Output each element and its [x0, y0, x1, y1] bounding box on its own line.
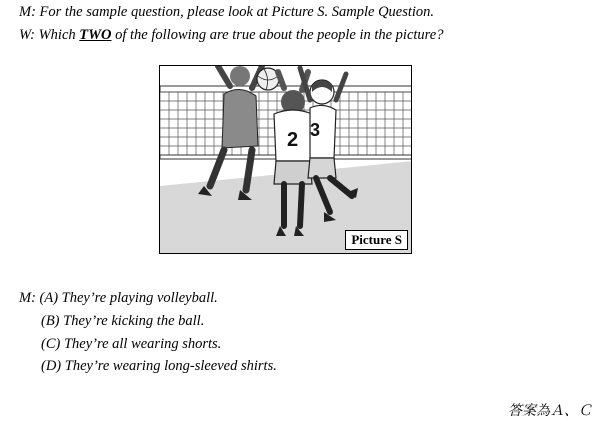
option-d: (D) They’re wearing long-sleeved shirts. [41, 358, 277, 374]
dialogue-line-man: M: For the sample question, please look at Picture S. Sample Question. [19, 4, 435, 20]
question-prefix: W: Which [19, 27, 80, 43]
answer-key: 答案為Ａ、Ｃ [508, 403, 592, 419]
question-suffix: of the following are true about the people in the picture? [111, 27, 444, 43]
option-b: (B) They’re kicking the ball. [41, 313, 205, 329]
emphasis-two: TWO [79, 27, 112, 43]
jersey-number-3: 3 [310, 120, 321, 140]
jersey-number-2: 2 [287, 129, 299, 151]
option-a: M: (A) They’re playing volleyball. [19, 290, 218, 306]
dialogue-line-woman [19, 26, 443, 44]
volleyball-scene [160, 66, 412, 254]
picture-s-illustration [159, 65, 412, 254]
picture-label: Picture S [345, 230, 408, 250]
option-c: (C) They’re all wearing shorts. [41, 336, 222, 352]
